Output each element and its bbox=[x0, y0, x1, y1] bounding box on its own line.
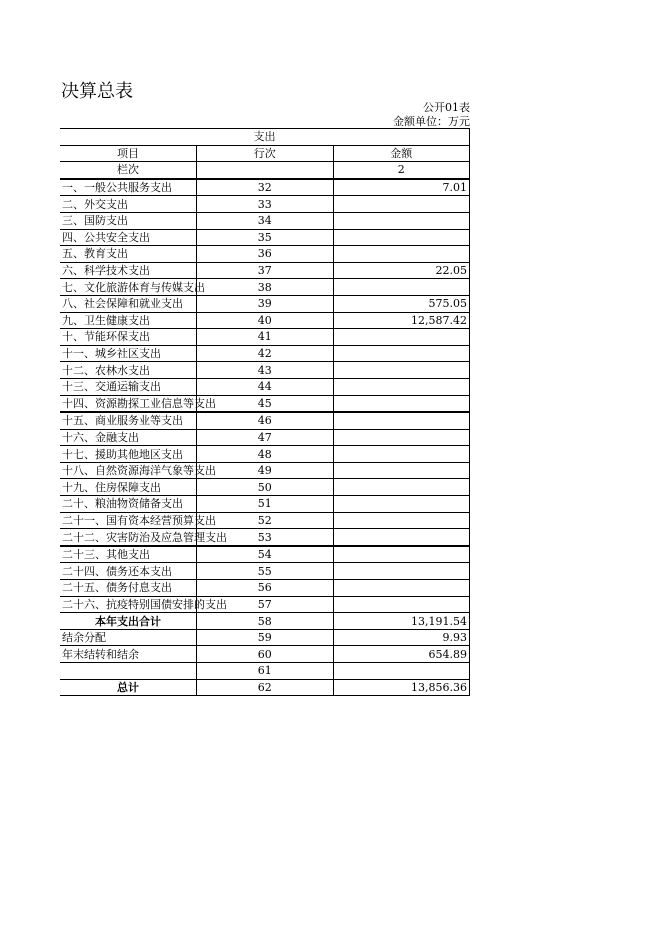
amount-unit: 金额单位：万元 bbox=[393, 115, 470, 128]
row-amount: 7.01 bbox=[333, 179, 470, 196]
row-item: 二十一、国有资本经营预算支出 bbox=[62, 513, 216, 527]
subtotal-row bbox=[60, 613, 470, 630]
table-row bbox=[60, 529, 470, 546]
row-item: 十七、援助其他地区支出 bbox=[62, 447, 183, 461]
row-number: 61 bbox=[197, 663, 334, 680]
row-number: 49 bbox=[197, 462, 334, 479]
item-header: 项目 bbox=[117, 146, 139, 160]
table-row bbox=[60, 179, 470, 196]
row-amount bbox=[333, 479, 470, 496]
table-row bbox=[60, 412, 470, 429]
row-amount: 13,856.36 bbox=[333, 679, 470, 696]
row-amount: 9.93 bbox=[333, 629, 470, 646]
row-item: 二十六、抗疫特别国债安排的支出 bbox=[62, 597, 227, 611]
row-amount bbox=[333, 362, 470, 379]
row-number: 60 bbox=[197, 646, 334, 663]
row-amount bbox=[333, 246, 470, 263]
row-item: 本年支出合计 bbox=[95, 614, 161, 628]
row-number: 41 bbox=[197, 329, 334, 346]
row-amount bbox=[333, 329, 470, 346]
table-row bbox=[60, 462, 470, 479]
row-number: 56 bbox=[197, 580, 334, 597]
row-item: 一、一般公共服务支出 bbox=[62, 181, 172, 195]
row-amount bbox=[333, 395, 470, 412]
table-row bbox=[60, 429, 470, 446]
row-number: 59 bbox=[197, 629, 334, 646]
row-number: 51 bbox=[197, 496, 334, 513]
column-number-row bbox=[60, 162, 470, 179]
col-number: 2 bbox=[333, 162, 470, 179]
table-row bbox=[60, 212, 470, 229]
row-number: 52 bbox=[197, 512, 334, 529]
row-amount bbox=[333, 512, 470, 529]
row-amount bbox=[333, 196, 470, 213]
row-item: 三、国防支出 bbox=[62, 214, 128, 228]
row-item: 结余分配 bbox=[62, 631, 106, 645]
row-number: 33 bbox=[197, 196, 334, 213]
table-code: 公开01表 bbox=[423, 101, 470, 114]
table-row bbox=[60, 512, 470, 529]
table-row bbox=[60, 596, 470, 613]
row-item: 二十三、其他支出 bbox=[62, 548, 150, 562]
row-amount: 654.89 bbox=[333, 646, 470, 663]
row-number: 35 bbox=[197, 229, 334, 246]
row-item: 十二、农林水支出 bbox=[62, 363, 150, 377]
row-amount bbox=[333, 663, 470, 680]
row-number: 57 bbox=[197, 596, 334, 613]
row-amount bbox=[333, 496, 470, 513]
section-header-row bbox=[60, 129, 470, 146]
row-number: 40 bbox=[197, 312, 334, 329]
row-amount bbox=[333, 546, 470, 563]
table-row bbox=[60, 546, 470, 563]
row-number: 58 bbox=[197, 613, 334, 630]
col-blank bbox=[197, 162, 334, 179]
balance-row bbox=[60, 629, 470, 646]
total-row bbox=[60, 679, 470, 696]
section-header: 支出 bbox=[60, 129, 470, 146]
row-number: 62 bbox=[197, 679, 334, 696]
row-amount bbox=[333, 446, 470, 463]
row-item: 十三、交通运输支出 bbox=[62, 380, 161, 394]
row-item: 十五、商业服务业等支出 bbox=[62, 414, 183, 428]
row-no-header: 行次 bbox=[197, 145, 334, 162]
table-row bbox=[60, 496, 470, 513]
table-row bbox=[60, 329, 470, 346]
row-item: 四、公共安全支出 bbox=[62, 230, 150, 244]
row-amount: 575.05 bbox=[333, 295, 470, 312]
row-number: 43 bbox=[197, 362, 334, 379]
table-row bbox=[60, 246, 470, 263]
row-amount: 22.05 bbox=[333, 262, 470, 279]
row-item: 二十四、债务还本支出 bbox=[62, 564, 172, 578]
row-item: 十四、资源勘探工业信息等支出 bbox=[62, 396, 216, 410]
row-item: 五、教育支出 bbox=[62, 247, 128, 261]
row-item: 二、外交支出 bbox=[62, 197, 128, 211]
table-row bbox=[60, 262, 470, 279]
row-item: 十八、自然资源海洋气象等支出 bbox=[62, 464, 216, 478]
table-row bbox=[60, 395, 470, 412]
table-row bbox=[60, 196, 470, 213]
row-amount bbox=[333, 212, 470, 229]
table-row bbox=[60, 580, 470, 597]
row-amount bbox=[333, 279, 470, 296]
final-accounts-table bbox=[60, 128, 470, 696]
row-amount bbox=[333, 596, 470, 613]
row-number: 37 bbox=[197, 262, 334, 279]
row-item bbox=[60, 663, 197, 680]
table-row bbox=[60, 229, 470, 246]
row-item: 七、文化旅游体育与传媒支出 bbox=[62, 280, 205, 294]
row-amount bbox=[333, 462, 470, 479]
row-amount bbox=[333, 429, 470, 446]
row-number: 45 bbox=[197, 395, 334, 412]
row-number: 44 bbox=[197, 378, 334, 395]
row-number: 50 bbox=[197, 479, 334, 496]
row-number: 48 bbox=[197, 446, 334, 463]
row-number: 36 bbox=[197, 246, 334, 263]
row-item: 二十、粮油物资储备支出 bbox=[62, 497, 183, 511]
row-number: 42 bbox=[197, 345, 334, 362]
row-item: 十九、住房保障支出 bbox=[62, 480, 161, 494]
column-header-row bbox=[60, 145, 470, 162]
row-amount bbox=[333, 412, 470, 429]
blank-row bbox=[60, 663, 470, 680]
row-amount: 13,191.54 bbox=[333, 613, 470, 630]
row-amount bbox=[333, 345, 470, 362]
table-row bbox=[60, 378, 470, 395]
table-row bbox=[60, 362, 470, 379]
row-item: 八、社会保障和就业支出 bbox=[62, 297, 183, 311]
table-row bbox=[60, 345, 470, 362]
amount-header: 金额 bbox=[333, 145, 470, 162]
row-item: 十一、城乡社区支出 bbox=[62, 347, 161, 361]
row-amount bbox=[333, 378, 470, 395]
row-item: 总计 bbox=[117, 680, 139, 694]
row-amount: 12,587.42 bbox=[333, 312, 470, 329]
table-row bbox=[60, 479, 470, 496]
table-row bbox=[60, 446, 470, 463]
row-number: 47 bbox=[197, 429, 334, 446]
row-item: 二十二、灾害防治及应急管理支出 bbox=[62, 530, 227, 544]
row-number: 54 bbox=[197, 546, 334, 563]
row-number: 32 bbox=[197, 179, 334, 196]
table-row bbox=[60, 312, 470, 329]
row-number: 55 bbox=[197, 563, 334, 580]
row-item: 年末结转和结余 bbox=[62, 647, 139, 661]
row-item: 九、卫生健康支出 bbox=[62, 313, 150, 327]
row-item: 十、节能环保支出 bbox=[62, 330, 150, 344]
row-amount bbox=[333, 229, 470, 246]
row-number: 53 bbox=[197, 529, 334, 546]
row-number: 38 bbox=[197, 279, 334, 296]
row-item: 二十五、债务付息支出 bbox=[62, 581, 172, 595]
row-amount bbox=[333, 529, 470, 546]
row-number: 39 bbox=[197, 295, 334, 312]
row-number: 46 bbox=[197, 412, 334, 429]
row-item: 十六、金融支出 bbox=[62, 430, 139, 444]
col-label: 栏次 bbox=[117, 163, 139, 177]
table-row bbox=[60, 563, 470, 580]
row-number: 34 bbox=[197, 212, 334, 229]
table-row bbox=[60, 295, 470, 312]
row-amount bbox=[333, 580, 470, 597]
carryover-row bbox=[60, 646, 470, 663]
page-title: 决算总表 bbox=[61, 81, 133, 102]
row-item: 六、科学技术支出 bbox=[62, 264, 150, 278]
table-row bbox=[60, 279, 470, 296]
row-amount bbox=[333, 563, 470, 580]
